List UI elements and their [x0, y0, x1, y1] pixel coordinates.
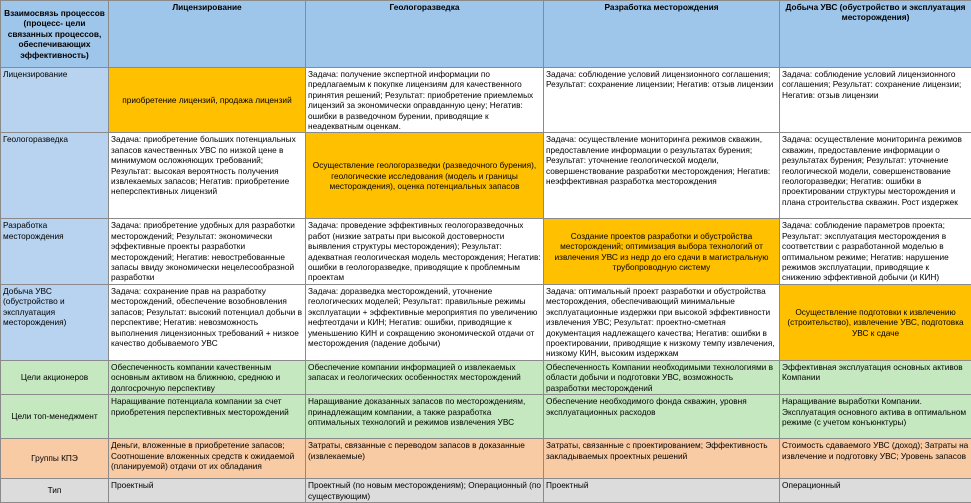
matrix-row-development	[1, 219, 971, 284]
summary-cell: Наращивание выработки Компании. Эксплуатация основного актива в оптимальном режиме (с учетом конъюнктуры)	[780, 395, 971, 439]
summary-cell: Эффективная эксплуатация основных активов Компании	[780, 360, 971, 394]
row-header-shareholder-goals: Цели акционеров	[1, 360, 109, 394]
row-header-exploration: Геологоразведка	[1, 133, 109, 219]
matrix-row-production	[1, 284, 971, 360]
matrix-cell: Задача: проведение эффективных геологоразведочных работ (низкие затраты при высокой достоверности выявления структуры месторождения); Результат: адекватная геологическая модель месторождения; Негатив: ошибки в геологоразведке, приводящие к проблемным проектам	[306, 219, 544, 284]
matrix-cell: Задача: соблюдение условий лицензионного соглашения; Результат: сохранение лицензии; Негатив: отзыв лицензии	[780, 68, 971, 133]
corner-header-cell: Взаимосвязь процессов (процесс- цели связанных процессов, обеспечивающих эффективность)	[1, 1, 109, 68]
summary-cell: Затраты, связанные с переводом запасов в доказанные (извлекаемые)	[306, 439, 544, 479]
summary-cell: Деньги, вложенные в приобретение запасов; Соотношение вложенных средств к ожидаемой (планируемой) отдачи от их обладания	[109, 439, 306, 479]
diagonal-cell-development: Создание проектов разработки и обустройства месторождений; оптимизация выбора технологий от извлечения УВС из недр до его сдачи в магистральную трубопроводную систему	[544, 219, 780, 284]
summary-cell: Обеспеченность Компании необходимыми технологиями в области добычи и подготовки УВС, возможность разработки месторождений	[544, 360, 780, 394]
column-header-production: Добыча УВС (обустройство и эксплуатация месторождения)	[780, 1, 971, 68]
diagonal-cell-exploration: Осуществление геологоразведки (разведочного бурения), геологические исследования (модель и границы месторождения), оценка потенциальных запасов	[306, 133, 544, 219]
summary-row-shareholder-goals	[1, 360, 971, 394]
summary-cell: Наращивание потенциала компании за счет приобретения перспективных месторождений	[109, 395, 306, 439]
matrix-cell: Задача: получение экспертной информации по предлагаемым к покупке лицензиям для качественного принятия решений; Результат: приобретение приемлемых лицензий за экономически оправданную цену; Негатив: ошибки в разведочном бурении, приводящие к неадекватным оценкам.	[306, 68, 544, 133]
summary-cell: Проектный	[544, 479, 780, 503]
diagonal-cell-production: Осуществление подготовки к извлечению (строительство), извлечение УВС, подготовка УВС к сдаче	[780, 284, 971, 360]
matrix-cell: Задача: оптимальный проект разработки и обустройства месторождения, обеспечивающий минимальные эксплуатационные издержки при высокой эффективности извлечения УВС; Результат: проектно-сметная документация надлежащего качества; Негатив: ошибки в проектировании, приводящие к низкому темпу извлечения, низкому КИН, высоким издержкам	[544, 284, 780, 360]
summary-cell: Стоимость сдаваемого УВС (доход); Затраты на извлечение и подготовку УВС; Уровень запасов	[780, 439, 971, 479]
row-header-type: Тип	[1, 479, 109, 503]
matrix-row-licensing	[1, 68, 971, 133]
row-header-licensing: Лицензирование	[1, 68, 109, 133]
summary-cell: Обеспечение компании информацией о извлекаемых запасах и геологических особенностях месторождений	[306, 360, 544, 394]
row-header-kpi-groups: Группы КПЭ	[1, 439, 109, 479]
row-header-production: Добыча УВС (обустройство и эксплуатация месторождения)	[1, 284, 109, 360]
column-header-exploration: Геологоразведка	[306, 1, 544, 68]
matrix-cell: Задача: соблюдение параметров проекта; Результат: эксплуатация месторождения в соответствии с разработанной моделью в оптимальном режиме; Негатив: нарушение режимов эксплуатации, приводящие к снижению эффективной добычи (и КИН)	[780, 219, 971, 284]
summary-row-management-goals	[1, 395, 971, 439]
matrix-cell: Задача: сохранение прав на разработку месторождений, обеспечение возобновления запасов; Результат: высокий потенциал добычи в перспективе; Негатив: невозможность выполнения лицензионных требований + низкое качество добываемого УВС	[109, 284, 306, 360]
column-header-development: Разработка месторождения	[544, 1, 780, 68]
matrix-cell: Задача: приобретение больших потенциальных запасов качественных УВС по низкой цене в минимумом осложняющих требований; Результат: высокая вероятность получения извлекаемых запасов; Негатив: приобретение неперспективных лицензий	[109, 133, 306, 219]
header-row	[1, 1, 971, 68]
summary-cell: Проектный	[109, 479, 306, 503]
summary-cell: Обеспеченность компании качественным основным активом на ближнюю, среднюю и долгосрочную перспективу	[109, 360, 306, 394]
matrix-cell: Задача: доразведка месторождений, уточнение геологических моделей; Результат: правильные режимы эксплуатации + эффективные мероприятия по увеличению нефтеотдачи и КИН; Негатив: ошибки, приводящие к уменьшению КИН и сокращению экономической отдачи от месторождения (падение добычи)	[306, 284, 544, 360]
matrix-cell: Задача: осуществление мониторинга режимов скважин, предоставление информации о результатах бурения; Результат: уточнение геологической модели, совершенствование геологоразведки; Негатив: ошибки в проектировании структуры месторождения и плана строительства скважин. Рост издержек	[780, 133, 971, 219]
summary-cell: Обеспечение необходимого фонда скважин, уровня эксплуатационных расходов	[544, 395, 780, 439]
summary-cell: Операционный	[780, 479, 971, 503]
column-header-licensing: Лицензирование	[109, 1, 306, 68]
matrix-cell: Задача: соблюдение условий лицензионного соглашения; Результат: сохранение лицензии; Негатив: отзыв лицензии	[544, 68, 780, 133]
summary-cell: Наращивание доказанных запасов по месторождениям, принадлежащим компании, а также разработка оптимальных технологий и режимов извлечения УВС	[306, 395, 544, 439]
matrix-cell: Задача: осуществление мониторинга режимов скважин, предоставление информации о результатах бурения; Результат: уточнение геологической модели, совершенствование разработки месторождения; Негатив: неэффективная разработка месторождения	[544, 133, 780, 219]
summary-cell: Затраты, связанные с проектированием; Эффективность закладываемых проектных решений	[544, 439, 780, 479]
summary-cell: Проектный (по новым месторождениям); Операционный (по существующим)	[306, 479, 544, 503]
row-header-management-goals: Цели топ-менеджмент	[1, 395, 109, 439]
matrix-cell: Задача: приобретение удобных для разработки месторождений; Результат: экономически эффективные проекты разработки месторождений; Негатив: невостребованные запасы ввиду экономически нецелесообразной разработки	[109, 219, 306, 284]
matrix-row-exploration	[1, 133, 971, 219]
diagonal-cell-licensing: приобретение лицензий, продажа лицензий	[109, 68, 306, 133]
row-header-development: Разработка месторождения	[1, 219, 109, 284]
summary-row-kpi-groups	[1, 439, 971, 479]
